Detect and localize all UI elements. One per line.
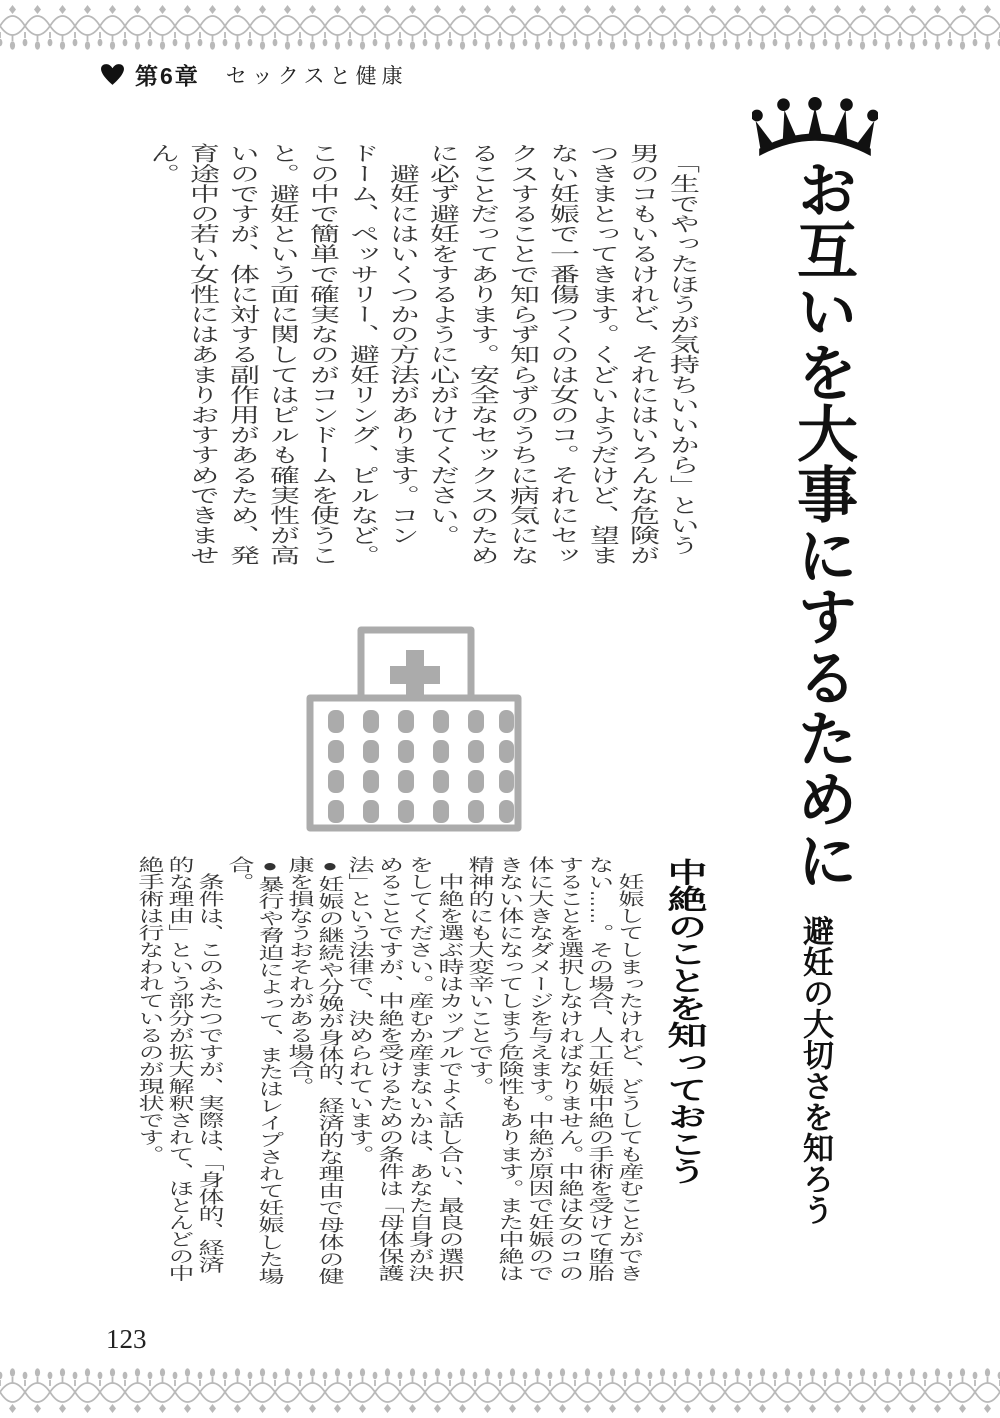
page-title: お互いを大事にするために (788, 158, 855, 890)
text-column: 絶手術は行なわれているのが現状です。 (135, 856, 165, 1163)
text-column: 法」という法律で、決められています。 (345, 856, 375, 1163)
text-column: 条件は、このふたつですが、実際は、「身体的、経済 (195, 856, 225, 1274)
text-column: 的な理由」という部分が拡大解釈されて、ほとんどの中 (165, 856, 195, 1282)
crown-icon (752, 94, 878, 164)
text-column: ない妊娠で一番傷つくのは女のコ。それにセッ (545, 143, 578, 566)
text-column: ドーム、ペッサリー、避妊リング、ピルなど。 (345, 143, 378, 566)
text-column: ん。 (145, 143, 178, 184)
text-column: ることだってあります。安全なセックスのため (465, 143, 498, 566)
abortion-article (135, 856, 645, 1418)
text-column: 中絶を選ぶ時はカップルでよく話し合い、最良の選択 (435, 856, 465, 1282)
text-column: 妊娠してしまったけれど、どうしても産むことができ (615, 856, 645, 1282)
lace-border-top (0, 4, 1000, 54)
text-column: に必ず避妊をするように心がけてください。 (425, 143, 458, 545)
intro-article-columns (141, 143, 701, 577)
lace-border-bottom (0, 1364, 1000, 1414)
chapter-header (100, 58, 408, 91)
chapter-label: 第6章 (135, 63, 200, 89)
text-column: きない体になってしまう危険性もあります。また中絶は (495, 856, 525, 1282)
text-column: めることですが、中絶を受けるための条件は「母体保護 (375, 856, 405, 1282)
abortion-article-columns (135, 856, 645, 1291)
text-column: 体に大きなダメージを与えます。中絶が原因で妊娠ので (525, 856, 555, 1282)
text-column: この中で簡単で確実なのがコンドームを使うこ (305, 143, 338, 566)
heart-icon (100, 63, 125, 86)
text-column: 精神的にも大変辛いことです。 (465, 856, 495, 1095)
text-column: つきまとってきます。くどいようだけど、望ま (585, 143, 618, 566)
page-number: 123 (106, 1324, 147, 1354)
text-column: 合。 (225, 856, 255, 891)
section-heading: 中絶のことを知っておこう (662, 858, 706, 1185)
hospital-icon (303, 620, 525, 835)
text-column: することを選択しなければなりません。中絶は女のコの (555, 856, 585, 1282)
text-column: 「生でやったほうが気持ちいいから」という (665, 143, 698, 556)
text-column: いのですが、体に対する副作用があるため、発 (225, 143, 258, 566)
text-column: と。避妊という面に関してはピルも確実性が高 (265, 143, 298, 566)
text-column: クスすることで知らず知らずのうちに病気にな (505, 143, 538, 566)
text-column: をしてください。産むか産まないかは、あなた自身が決 (405, 856, 435, 1282)
text-column: ●暴行や脅迫によって、またはレイプされて妊娠した場 (255, 856, 285, 1285)
text-column: 康を損なうおそれがある場合。 (285, 856, 315, 1095)
text-column: ない……。その場合、人工妊娠中絶の手術を受けて堕胎 (585, 856, 615, 1282)
page-subtitle: 避妊の大切さを知ろう (798, 915, 833, 1225)
text-column: ●妊娠の継続や分娩が身体的、経済的な理由で母体の健 (315, 856, 345, 1285)
text-column: 男のコもいるけれど、それにはいろんな危険が (625, 143, 658, 566)
text-column: 育途中の若い女性にはあまりおすすめできませ (185, 143, 218, 566)
text-column: 避妊にはいくつかの方法があります。コン (385, 143, 418, 545)
chapter-title: セックスと健康 (225, 63, 408, 88)
